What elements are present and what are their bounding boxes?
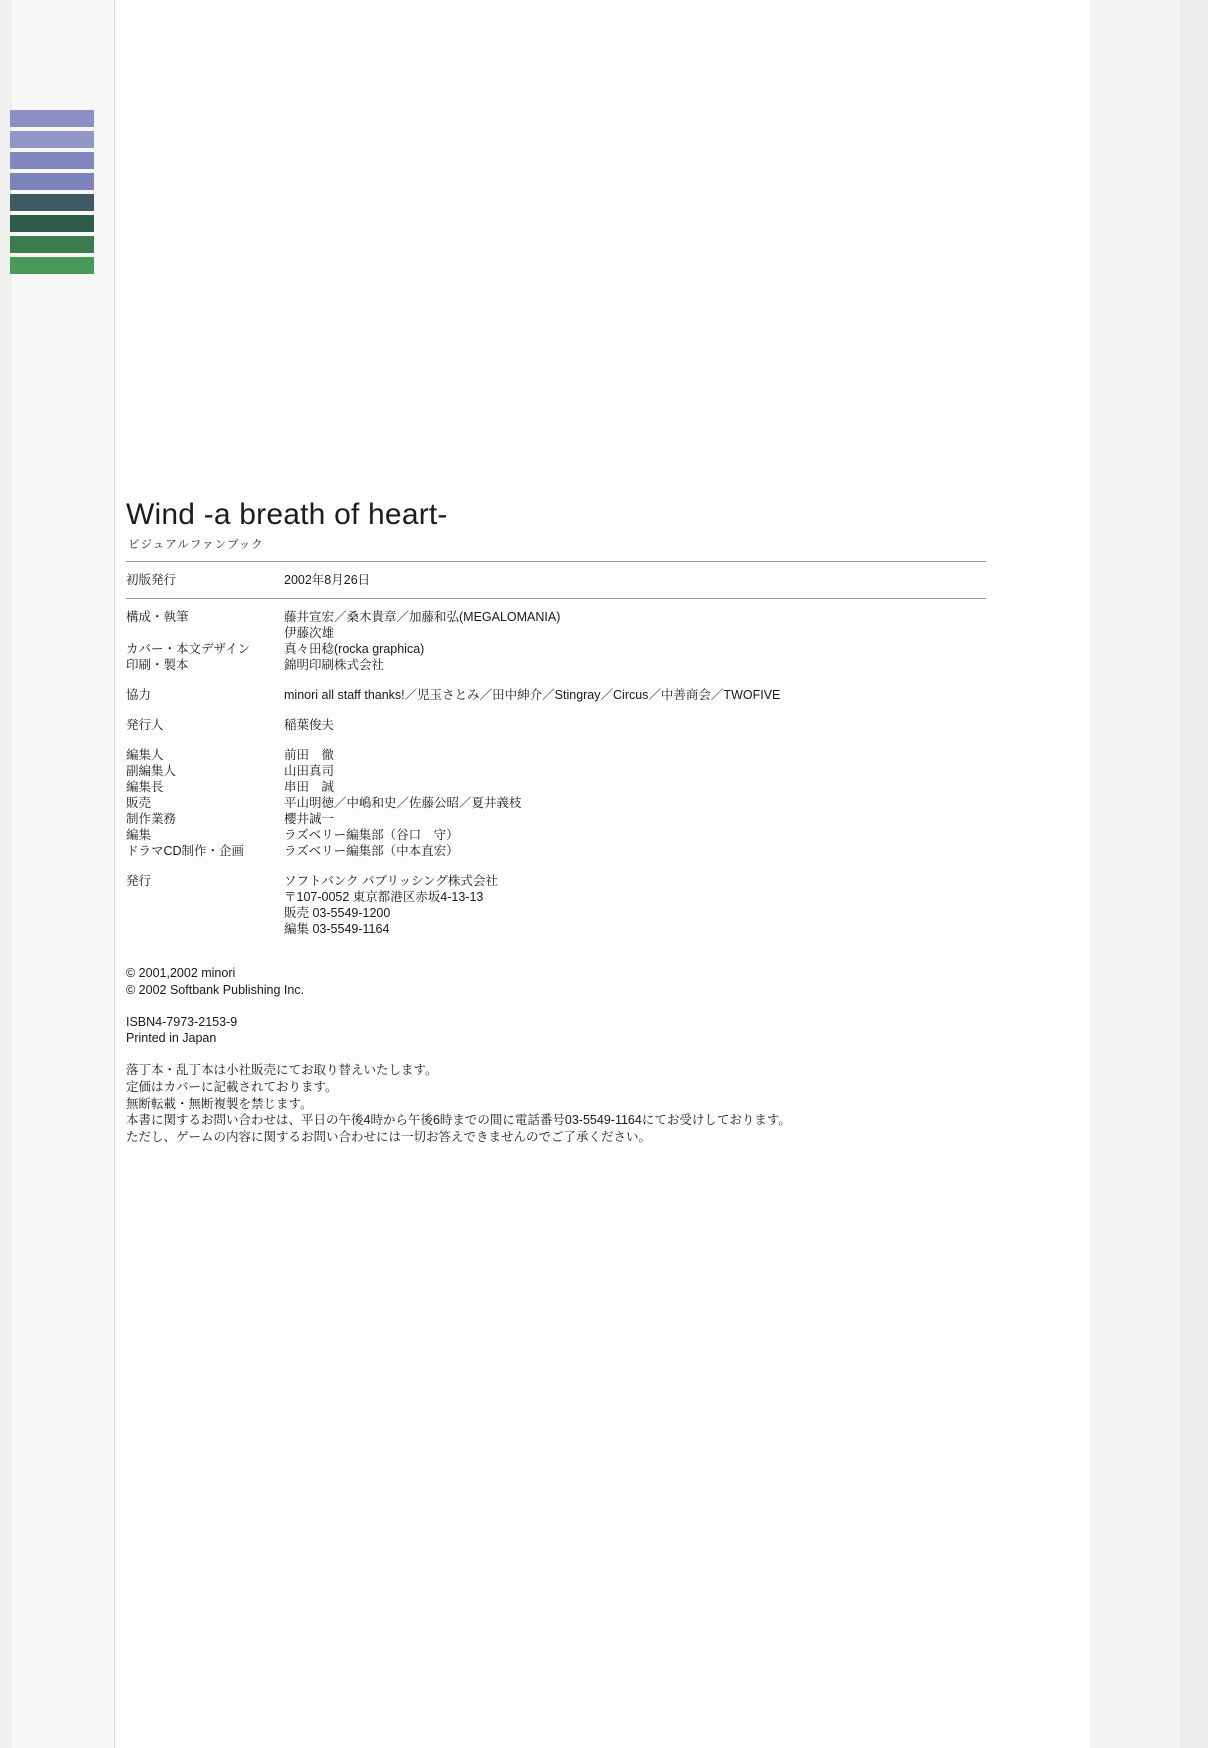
credit-label: 編集人 [126, 748, 164, 762]
credit-value: 山田真司 [284, 764, 335, 778]
colophon-block [126, 498, 986, 1146]
table-row [126, 827, 986, 843]
table-row [126, 572, 986, 588]
table-row [126, 747, 986, 763]
credit-value: 編集 03-5549-1164 [284, 922, 390, 936]
credit-label [126, 625, 284, 641]
credit-label [126, 921, 284, 937]
color-bar [10, 131, 94, 148]
credit-value: 伊藤次雄 [284, 626, 335, 640]
credit-value: 櫻井誠一 [284, 812, 335, 826]
credit-label: 副編集人 [126, 764, 177, 778]
credit-label: 構成・執筆 [126, 610, 189, 624]
credit-label: 編集 [126, 828, 152, 842]
credit-label: 発行人 [126, 718, 164, 732]
copyright-line: © 2001,2002 minori [126, 966, 236, 980]
first-edition-label: 初版発行 [126, 573, 177, 587]
table-row [126, 687, 986, 703]
table-row [126, 843, 986, 859]
table-row [126, 641, 986, 657]
disclaimer-line: 定価はカバーに記載されております。 [126, 1079, 338, 1094]
table-row [126, 779, 986, 795]
credit-label: 協力 [126, 688, 152, 702]
credit-label: 印刷・製本 [126, 658, 189, 672]
color-bar [10, 152, 94, 169]
color-bar [10, 110, 94, 127]
disclaimer-line: 落丁本・乱丁本は小社販売にてお取り替えいたします。 [126, 1063, 438, 1077]
disclaimer-line: ただし、ゲームの内容に関するお問い合わせには一切お答えできませんのでご了承ください。 [126, 1130, 652, 1144]
color-calibration-bars [10, 110, 94, 278]
page-title: Wind -a breath of heart- [126, 498, 448, 531]
credit-value: 真々田稔(rocka graphica) [284, 642, 425, 656]
credit-value: ラズベリー編集部（谷口 守） [284, 828, 459, 842]
page-subtitle: ビジュアルファンブック [128, 539, 264, 551]
copyright-group [126, 965, 986, 999]
credit-label: ドラマCD制作・企画 [126, 844, 245, 858]
table-row [126, 763, 986, 779]
table-row [126, 921, 986, 937]
credit-value: 〒107-0052 東京都港区赤坂4-13-13 [284, 890, 484, 904]
staff-credits-body [126, 609, 986, 937]
credit-value: ラズベリー編集部（中本直宏） [284, 844, 459, 858]
color-bar [10, 236, 94, 253]
row-spacer [126, 859, 986, 873]
scan-right-edge [1090, 0, 1208, 1748]
isbn-line: Printed in Japan [126, 1031, 217, 1046]
row-spacer [126, 733, 986, 747]
credit-label [126, 905, 284, 921]
isbn-line: ISBN4-7973-2153-9 [126, 1014, 238, 1029]
staff-credits-table [126, 609, 986, 937]
credit-value: 串田 誠 [284, 780, 335, 794]
credit-label: 編集長 [126, 780, 164, 794]
credit-value: minori all staff thanks!／児玉さとみ／田中紳介／Stingray／Circus／中善商会／TWOFIVE [284, 688, 781, 702]
credit-value: 錦明印刷株式会社 [284, 658, 385, 672]
scan-right-edge-inner [1180, 0, 1208, 1748]
disclaimer-line: 本書に関するお問い合わせは、平日の午後4時から午後6時までの間に電話番号03-5549-1164にてお受けしております。 [126, 1113, 791, 1128]
credit-value: 稲葉俊夫 [284, 718, 335, 732]
table-row [126, 873, 986, 889]
row-spacer [126, 703, 986, 717]
legal-notes [126, 965, 986, 1146]
credit-label: 制作業務 [126, 812, 177, 826]
credit-label [126, 889, 284, 905]
divider-mid [126, 598, 986, 599]
table-row [126, 905, 986, 921]
credit-label: カバー・本文デザイン [126, 642, 251, 656]
color-bar [10, 215, 94, 232]
disclaimer-group [126, 1062, 986, 1146]
credit-label: 販売 [126, 796, 152, 810]
table-row [126, 811, 986, 827]
copyright-line: © 2002 Softbank Publishing Inc. [126, 982, 305, 997]
table-row [126, 795, 986, 811]
table-row [126, 609, 986, 625]
row-spacer [126, 673, 986, 687]
table-row [126, 889, 986, 905]
credit-value: 販売 03-5549-1200 [284, 906, 391, 920]
divider-top [126, 561, 986, 562]
credit-label: 発行 [126, 874, 152, 888]
credit-value: 藤井宣宏／桑木貴章／加藤和弘(MEGALOMANIA) [284, 610, 561, 624]
first-edition-value: 2002年8月26日 [284, 573, 371, 587]
color-bar [10, 257, 94, 274]
table-row [126, 657, 986, 673]
isbn-group [126, 1014, 986, 1048]
table-row [126, 717, 986, 733]
credit-value: ソフトバンク パブリッシング株式会社 [284, 874, 498, 888]
credits-table [126, 572, 986, 588]
credit-value: 平山明徳／中嶋和史／佐藤公昭／夏井義枝 [284, 796, 522, 810]
disclaimer-line: 無断転載・無断複製を禁じます。 [126, 1096, 313, 1111]
color-bar [10, 173, 94, 190]
color-bar [10, 194, 94, 211]
table-row [126, 625, 986, 641]
credits-table-body [126, 572, 986, 588]
credit-value: 前田 徹 [284, 748, 335, 762]
